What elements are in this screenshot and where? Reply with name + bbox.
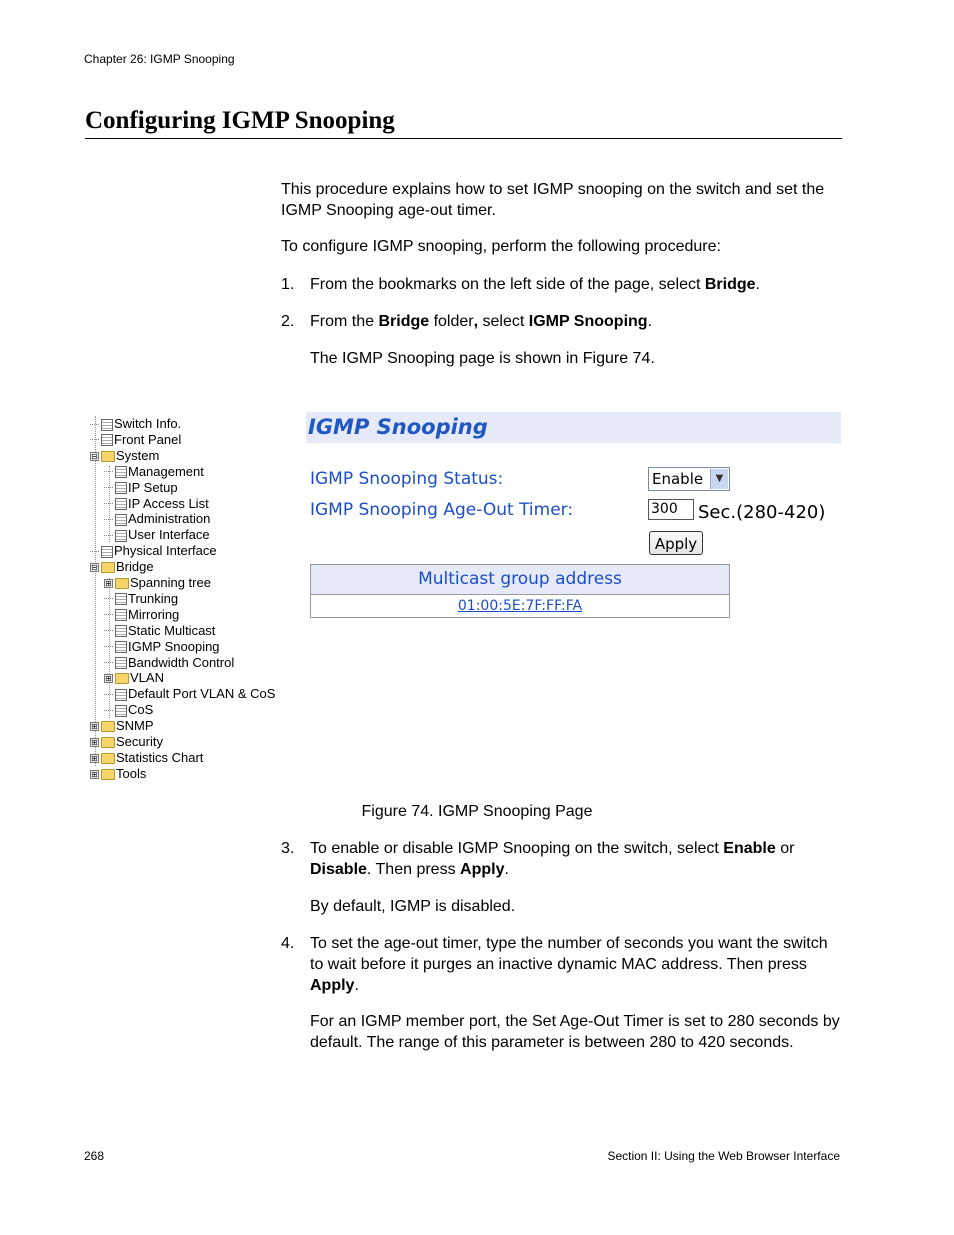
folder-icon: [115, 578, 129, 589]
page-icon: [115, 530, 127, 542]
tree-item-label: Mirroring: [128, 606, 180, 622]
status-select[interactable]: [648, 467, 730, 491]
tree-item-label: Front Panel: [114, 431, 182, 447]
tree-item[interactable]: [90, 718, 154, 734]
timer-label: IGMP Snooping Age-Out Timer:: [310, 500, 574, 520]
tree-item[interactable]: [90, 750, 203, 766]
multicast-table: [310, 564, 730, 618]
timer-units: Sec.(280-420): [698, 502, 826, 523]
tree-item-label: VLAN: [130, 670, 164, 686]
step-text: To enable or disable IGMP Snooping on the switch, select Enable or Disable. Then press Apply.: [310, 840, 795, 878]
page-icon: [115, 641, 127, 653]
expand-icon[interactable]: ⊞: [91, 722, 98, 732]
tree-connector: [90, 424, 99, 426]
tree-item[interactable]: [90, 559, 154, 575]
tree-item-label: IP Setup: [128, 479, 178, 495]
folder-icon: [101, 451, 115, 462]
tree-item-label: Management: [128, 463, 204, 479]
tree-item-label: Static Multicast: [128, 622, 216, 638]
tree-connector: [104, 694, 113, 696]
expand-icon[interactable]: ⊞: [91, 753, 98, 763]
tree-connector: [90, 551, 99, 553]
tree-item[interactable]: [90, 448, 159, 464]
tree-item[interactable]: [104, 639, 220, 655]
tree-item[interactable]: [104, 702, 153, 718]
intro-paragraph: This procedure explains how to set IGMP snooping on the switch and set the IGMP Snooping age-out timer.: [281, 181, 825, 219]
folder-icon: [101, 737, 115, 748]
step-note: For an IGMP member port, the Set Age-Out Timer is set to 280 seconds by default. The range of this parameter is between 280 to 420 seconds.: [310, 1013, 840, 1051]
folder-icon: [101, 562, 115, 573]
tree-connector: [104, 487, 113, 489]
intro-paragraph: To configure IGMP snooping, perform the following procedure:: [281, 238, 721, 255]
tree-item-label: Spanning tree: [130, 575, 211, 590]
tree-item[interactable]: [104, 496, 209, 512]
page-icon: [101, 546, 113, 558]
table-header: Multicast group address: [311, 565, 729, 595]
folder-icon: [101, 753, 115, 764]
tree-item[interactable]: [90, 766, 146, 782]
tree-item[interactable]: [90, 543, 217, 559]
page-icon: [101, 434, 113, 446]
status-select-value: Enable: [652, 470, 704, 488]
tree-item[interactable]: [104, 575, 211, 591]
tree-item-label: CoS: [128, 702, 154, 718]
page-icon: [115, 657, 127, 669]
expand-icon[interactable]: ⊞: [91, 769, 98, 779]
tree-item[interactable]: [104, 655, 234, 671]
tree-item[interactable]: [90, 734, 163, 750]
tree-item[interactable]: [90, 432, 181, 448]
page-icon: [115, 609, 127, 621]
page-icon: [115, 498, 127, 510]
tree-item-label: Bridge: [116, 559, 154, 575]
page-icon: [115, 593, 127, 605]
expand-icon[interactable]: ⊞: [105, 674, 112, 684]
tree-connector: [104, 598, 113, 600]
step-note: The IGMP Snooping page is shown in Figure 74.: [310, 350, 655, 367]
tree-item-label: IGMP Snooping: [128, 638, 220, 654]
page-number: 268: [84, 1149, 105, 1163]
running-head: Chapter 26: IGMP Snooping: [84, 52, 235, 66]
igmp-page-banner: [306, 412, 841, 443]
bookmark-tree: [88, 412, 286, 782]
step-text: To set the age-out timer, type the number of seconds you want the switch to wait before it purges an inactive dynamic MAC address. Then press Apply.: [310, 935, 828, 994]
tree-item[interactable]: [104, 607, 179, 623]
page-icon: [115, 482, 127, 494]
step-number: 3.: [281, 840, 295, 857]
tree-item[interactable]: [104, 686, 275, 702]
tree-item-label: Physical Interface: [114, 543, 217, 559]
step-number: 1.: [281, 276, 295, 293]
page-title: Configuring IGMP Snooping: [85, 107, 842, 139]
tree-connector: [104, 471, 113, 473]
tree-item-label: SNMP: [116, 718, 154, 734]
tree-item[interactable]: [90, 416, 181, 432]
tree-connector: [104, 535, 113, 537]
tree-item[interactable]: [104, 480, 178, 496]
step-number: 4.: [281, 935, 295, 952]
tree-connector: [104, 662, 113, 664]
tree-item-label: Default Port VLAN & CoS: [128, 686, 276, 702]
page-icon: [115, 625, 127, 637]
tree-connector: [104, 519, 113, 521]
status-label: IGMP Snooping Status:: [310, 469, 504, 489]
tree-item-label: Administration: [128, 511, 211, 527]
tree-item[interactable]: [104, 511, 210, 527]
figure-caption: Figure 74. IGMP Snooping Page: [361, 803, 593, 820]
table-row-link[interactable]: 01:00:5E:7F:FF:FA: [457, 598, 583, 614]
igmp-page-title: IGMP Snooping: [308, 415, 488, 439]
tree-item[interactable]: [104, 527, 210, 543]
folder-icon: [115, 673, 129, 684]
collapse-icon[interactable]: ⊟: [91, 563, 98, 573]
tree-item-label: User Interface: [128, 527, 210, 543]
tree-item[interactable]: [104, 670, 164, 686]
tree-item-label: Tools: [116, 765, 147, 781]
collapse-icon[interactable]: ⊟: [91, 451, 98, 461]
section-footer: Section II: Using the Web Browser Interface: [607, 1149, 840, 1163]
chevron-down-icon[interactable]: ▼: [710, 469, 728, 489]
tree-connector: [104, 503, 113, 505]
tree-connector: [104, 646, 113, 648]
tree-item-label: System: [116, 447, 160, 463]
step-text: From the bookmarks on the left side of the page, select Bridge.: [310, 276, 760, 293]
tree-item[interactable]: [104, 464, 204, 480]
tree-item-label: Security: [116, 734, 163, 749]
tree-connector: [104, 614, 113, 616]
tree-item[interactable]: [104, 591, 178, 607]
tree-item-label: Trunking: [128, 590, 179, 606]
tree-item[interactable]: [104, 623, 215, 639]
step-note: By default, IGMP is disabled.: [310, 898, 516, 915]
tree-item-label: Switch Info.: [114, 416, 182, 431]
page-icon: [115, 466, 127, 478]
step-text: From the Bridge folder, select IGMP Snooping.: [310, 313, 653, 330]
folder-icon: [101, 769, 115, 780]
tree-connector: [104, 630, 113, 632]
tree-connector: [90, 439, 99, 441]
tree-item-label: IP Access List: [128, 495, 209, 511]
expand-icon[interactable]: ⊞: [91, 738, 98, 748]
expand-icon[interactable]: ⊞: [105, 579, 112, 589]
timer-input[interactable]: 300: [648, 499, 694, 520]
tree-item-label: Bandwidth Control: [128, 654, 235, 670]
page-icon: [115, 705, 127, 717]
tree-item-label: Statistics Chart: [116, 749, 204, 765]
page-icon: [115, 689, 127, 701]
page-icon: [101, 419, 113, 431]
folder-icon: [101, 721, 115, 732]
tree-connector: [104, 710, 113, 712]
page-icon: [115, 514, 127, 526]
apply-button[interactable]: Apply: [649, 531, 703, 555]
step-number: 2.: [281, 313, 295, 330]
